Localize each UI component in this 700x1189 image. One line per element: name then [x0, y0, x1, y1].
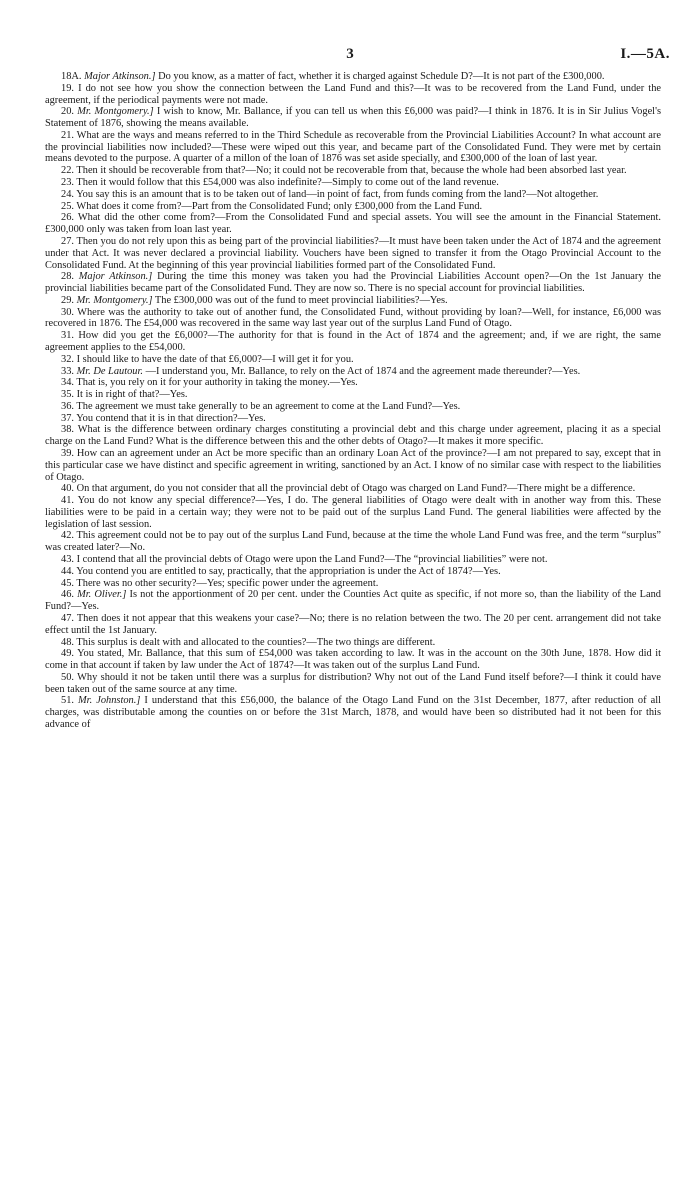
question-paragraph: [45, 637, 661, 649]
question-answer-text: This agreement could not be to pay out of the surplus Land Fund, because at the time the whole Land Fund was free, and the term “surplus” was created later?—No.: [45, 530, 662, 554]
question-number: 23.: [61, 177, 77, 189]
question-answer-text: There was no other security?—Yes; specific power under the agreement.: [76, 577, 379, 589]
question-number: 36.: [61, 400, 77, 412]
question-number: 18A.: [61, 71, 85, 82]
question-number: 32.: [61, 353, 77, 365]
question-paragraph: [45, 354, 661, 366]
question-answer-text: You contend you are entitled to say, practically, that the appropriation is under the Act of 1874?—Yes.: [76, 565, 501, 577]
question-paragraph: [45, 83, 661, 107]
question-paragraph: [45, 177, 661, 189]
question-paragraph: [45, 377, 661, 389]
question-answer-text: Then you do not rely upon this as being part of the provincial liabilities?—It must have been taken under the Act of 1874 and the agreement under that Act. It was never declared a provincial liability. Vouchers have been signed to transfer it from the Otago Provincial Account to the Consolidated Fund. At the beginning of this year provincial liabilities formed part of the Consolidated Fund.: [45, 235, 661, 271]
question-answer-text: What are the ways and means referred to in the Third Schedule as recoverable from the Provincial Liabilities Account? In what account are the provincial liabilities now included?—These were wiped out this year, and became part of the Consolidated Fund. They were met by certain means devoted to the purpose. A quarter of a millon of the loan of 1876 was set aside specially, and £300,000 of the loan of last year.: [45, 129, 661, 165]
question-paragraph: [45, 271, 661, 295]
question-paragraph: [45, 295, 661, 307]
question-answer-text: How did you get the £6,000?—The authority for that is found in the Act of 1874 and the agreement; and, if we are right, the same agreement applies to the £54,000.: [45, 330, 662, 353]
question-number: 46.: [61, 589, 78, 601]
question-answer-text: Then it would follow that this £54,000 was also indefinite?—Simply to come out of the land revenue.: [76, 177, 499, 189]
question-paragraph: [45, 530, 661, 554]
question-number: 49.: [61, 648, 78, 660]
question-number: 33.: [61, 365, 77, 377]
question-answer-text: I do not see how you show the connection between the Land Fund and this?—It was to be recovered from the Land Fund, under the agreement, if the periodical payments were not made.: [45, 82, 661, 106]
question-number: 50.: [61, 671, 78, 683]
question-number: 41.: [61, 495, 78, 507]
question-paragraph: [45, 613, 661, 637]
question-answer-text: You contend that it is in that direction?—Yes.: [76, 412, 266, 424]
question-answer-text: During the time this money was taken you had the Provincial Liabilities Account open?—On the 1st January the provincial liabilities became part of the Consolidated Fund. They are now so. There is no special account for provincial liabilities.: [45, 271, 662, 295]
question-paragraph: [45, 389, 661, 401]
question-paragraph: [45, 589, 661, 613]
question-paragraph: [45, 672, 661, 696]
question-paragraph: [45, 695, 661, 730]
question-paragraph: [45, 448, 661, 483]
question-paragraph: [45, 401, 661, 413]
question-number: 44.: [61, 565, 77, 577]
question-answer-text: I should like to have the date of that £6,000?—I will get it for you.: [76, 353, 354, 365]
question-answer-text: How can an agreement under an Act be more specific than an ordinary Loan Act of the province?—I am not prepared to say, except that in this particular case we have distinct and specific agreement in writing, sanctioned by an Act. I know of no similar case with respect to the liabilities of Otago.: [45, 448, 661, 483]
document-reference: I.—5A.: [620, 46, 670, 62]
question-answer-text: Why should it not be taken until there was a surplus for distribution? Why not out of the Land Fund itself before?—I think it could have been taken out of the same source at any time.: [45, 671, 661, 695]
question-number: 20.: [61, 106, 78, 118]
question-paragraph: [45, 71, 661, 83]
question-answer-text: I contend that all the provincial debts of Otago were upon the Land Fund?—The “provincial liabilities” were not.: [76, 554, 548, 566]
question-number: 35.: [61, 389, 77, 401]
question-number: 37.: [61, 412, 77, 424]
question-paragraph: [45, 189, 661, 201]
question-paragraph: [45, 330, 661, 354]
evidence-text: [45, 71, 661, 731]
question-answer-text: Then does it not appear that this weakens your case?—No; there is no relation between the two. The 20 per cent. arrangement did not take effect until the 1st January.: [45, 612, 661, 636]
question-answer-text: This surplus is dealt with and allocated to the counties?—The two things are different.: [76, 636, 436, 648]
question-number: 34.: [61, 377, 77, 389]
question-number: 40.: [61, 483, 77, 495]
question-number: 31.: [61, 330, 79, 342]
question-paragraph: [45, 236, 661, 271]
question-answer-text: What does it come from?—Part from the Consolidated Fund; only £300,000 from the Land Fund.: [76, 200, 483, 212]
question-paragraph: [45, 648, 661, 672]
speaker-name: Mr. Oliver.]: [77, 589, 127, 601]
question-number: 38.: [61, 424, 78, 436]
page-number: 3: [346, 46, 354, 62]
question-answer-text: The £300,000 was out of the fund to meet provincial liabilities?—Yes.: [154, 294, 448, 306]
question-paragraph: [45, 130, 661, 165]
question-answer-text: The agreement we must take generally to be an agreement to come at the Land Fund?—Yes.: [76, 400, 461, 412]
question-number: 30.: [61, 306, 78, 318]
question-number: 29.: [61, 294, 77, 306]
question-answer-text: That is, you rely on it for your authority in taking the money.—Yes.: [76, 377, 358, 389]
question-paragraph: [45, 165, 661, 177]
speaker-name: Mr. Montgomery.]: [77, 106, 154, 118]
question-number: 19.: [61, 82, 79, 94]
question-paragraph: [45, 483, 661, 495]
question-number: 42.: [61, 530, 77, 542]
question-answer-text: It is in right of that?—Yes.: [76, 389, 188, 401]
question-paragraph: [45, 554, 661, 566]
question-paragraph: [45, 212, 661, 236]
question-answer-text: —I understand you, Mr. Ballance, to rely on the Act of 1874 and the agreement made thereunder?—Yes.: [145, 365, 581, 377]
page-header: [0, 46, 700, 68]
question-number: 26.: [61, 212, 78, 224]
question-paragraph: [45, 566, 661, 578]
speaker-name: Major Atkinson.]: [84, 71, 156, 82]
speaker-name: Major Atkinson.]: [78, 271, 153, 283]
question-number: 43.: [61, 554, 77, 566]
question-number: 39.: [61, 448, 77, 459]
question-paragraph: [45, 413, 661, 425]
speaker-name: Mr. Montgomery.]: [76, 294, 153, 306]
question-number: 24.: [61, 188, 77, 200]
question-answer-text: Is not the apportionment of 20 per cent. under the Counties Act quite as specific, if not more so, than the liability of the Land Fund?—Yes.: [45, 589, 661, 613]
question-answer-text: Where was the authority to take out of another fund, the Consolidated Fund, without providing by loan?—Well, for instance, £6,000 was recovered in 1876. The £54,000 was recovered in the same way last year out of the surplus Land Fund of Otago.: [45, 306, 661, 330]
question-answer-text: Then it should be recoverable from that?—No; it could not be recoverable from that, because the whole had been absorbed last year.: [76, 165, 627, 177]
question-answer-text: What did the other come from?—From the Consolidated Fund and special assets. You will see the amount in the Financial Statement. £300,000 only was taken from loan last year.: [45, 212, 661, 236]
question-answer-text: I understand that this £56,000, the balance of the Otago Land Fund on the 31st December, 1877, after reduction of all charges, was distributable among the counties on or before the 31st March, 1878, and would have been so distributed had it not been for this advance of: [45, 695, 661, 730]
question-number: 25.: [61, 200, 77, 212]
speaker-name: Mr. Johnston.]: [78, 695, 141, 707]
question-answer-text: What is the difference between ordinary charges constituting a provincial debt and this charge under agreement, placing it as a special charge on the Land Fund? What is the difference between this and the other debts of Otago?—It makes it more specific.: [45, 424, 661, 448]
speaker-name: Mr. De Lautour.: [76, 365, 143, 377]
question-paragraph: [45, 578, 661, 590]
question-paragraph: [45, 307, 661, 331]
question-number: 21.: [61, 129, 77, 141]
question-answer-text: You do not know any special difference?—Yes, I do. The general liabilities of Otago were dealt with in another way from this. These liabilities were to be paid in a certain way; they were not to be paid out of the surplus Land Fund. The general liabilities were affected by the legislation of last session.: [45, 495, 661, 530]
question-answer-text: I wish to know, Mr. Ballance, if you can tell us when this £6,000 was paid?—I think in 1876. It is in Sir Julius Vogel's Statement of 1876, showing the means available.: [45, 106, 661, 130]
question-paragraph: [45, 201, 661, 213]
question-paragraph: [45, 495, 661, 530]
question-number: 45.: [61, 577, 77, 589]
question-number: 51.: [61, 695, 79, 707]
question-number: 22.: [61, 165, 77, 177]
question-number: 48.: [61, 636, 77, 648]
question-answer-text: You say this is an amount that is to be taken out of land—in point of fact, from funds coming from the land?—Not altogether.: [76, 188, 599, 200]
question-answer-text: On that argument, do you not consider that all the provincial debt of Otago was charged on Land Fund?—There might be a difference.: [76, 483, 636, 495]
question-answer-text: You stated, Mr. Ballance, that this sum of £54,000 was taken according to law. It was in the account on the 30th June, 1878. How did it come in that account if taken by law under the Act of 1874?—It was taken out of the surplus Land Fund.: [45, 648, 661, 672]
question-paragraph: [45, 366, 661, 378]
question-paragraph: [45, 106, 661, 130]
question-number: 27.: [61, 235, 77, 247]
question-paragraph: [45, 424, 661, 448]
question-number: 47.: [61, 612, 77, 624]
question-answer-text: Do you know, as a matter of fact, whether it is charged against Schedule D?—It is not part of the £300,000.: [158, 71, 605, 82]
question-number: 28.: [61, 271, 79, 283]
